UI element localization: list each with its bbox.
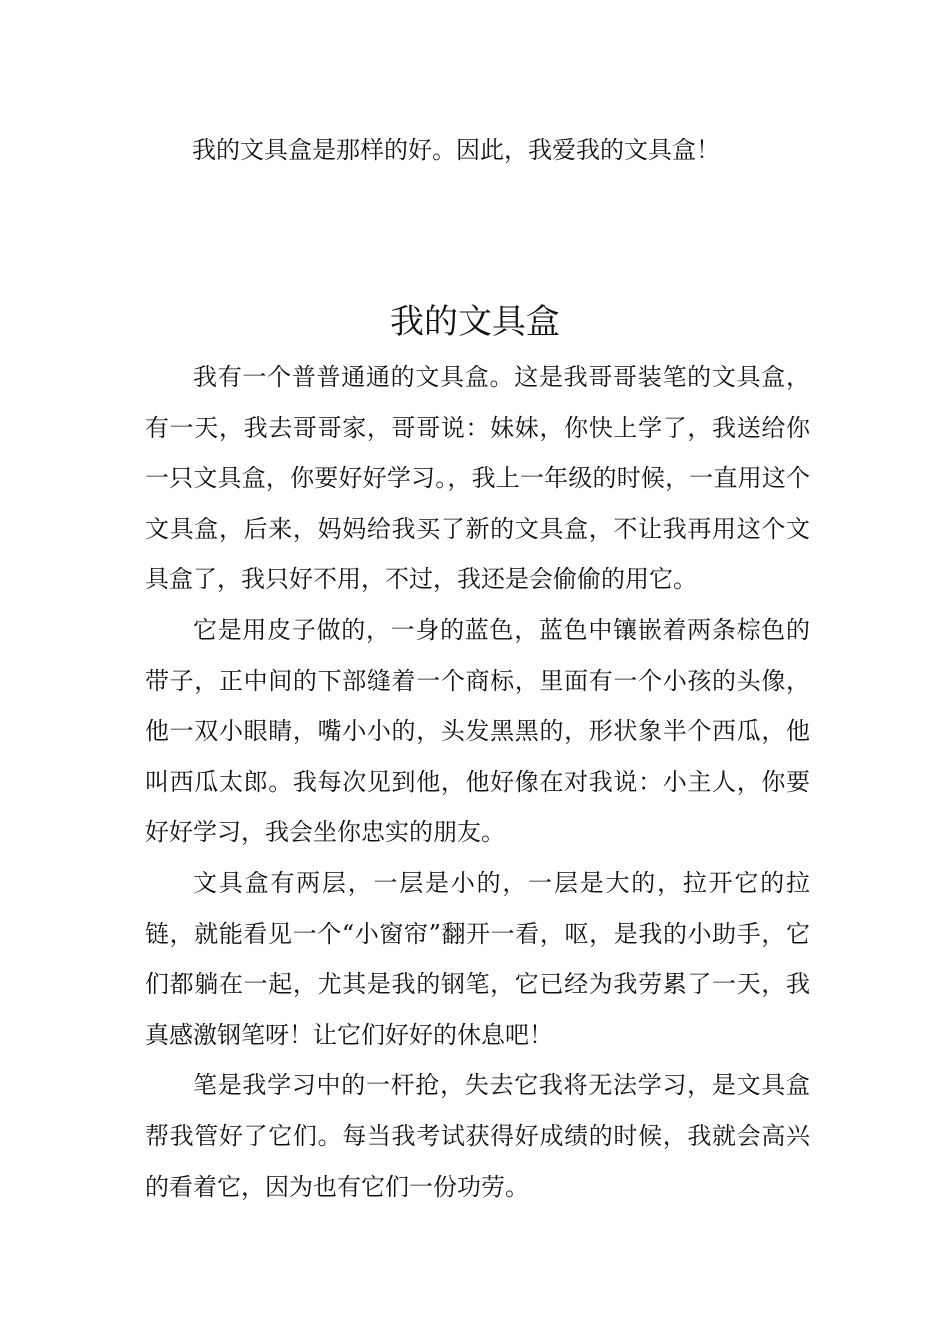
previous-page-closing-line: 我的文具盒是那样的好。因此，我爱我的文具盒！ bbox=[192, 136, 720, 164]
essay-body bbox=[145, 352, 810, 1212]
essay-title: 我的文具盒 bbox=[390, 302, 560, 342]
essay-paragraph-3: 文具盒有两层，一层是小的，一层是大的，拉开它的拉链，就能看见一个“小窗帘”翻开一看，呕，是我的小助手，它们都躺在一起，尤其是我的钢笔，它已经为我劳累了一天，我真感激钢笔呀！让它们好好的休息吧！ bbox=[145, 868, 810, 1049]
essay-paragraph-4: 笔是我学习中的一杆抢，失去它我将无法学习，是文具盒帮我管好了它们。每当我考试获得好成绩的时候，我就会高兴的看着它，因为也有它们一份功劳。 bbox=[145, 1071, 810, 1201]
essay-paragraph-2: 它是用皮子做的，一身的蓝色，蓝色中镶嵌着两条棕色的带子，正中间的下部缝着一个商标，里面有一个小孩的头像，他一双小眼睛，嘴小小的，头发黑黑的，形状象半个西瓜，他叫西瓜太郎。我每次见到他，他好像在对我说：小主人，你要好好学习，我会坐你忠实的朋友。 bbox=[145, 615, 810, 847]
essay-paragraph-1: 我有一个普普通通的文具盒。这是我哥哥装笔的文具盒，有一天，我去哥哥家，哥哥说：妹妹，你快上学了，我送给你一只文具盒，你要好好学习。，我上一年级的时候，一直用这个文具盒，后来，妈妈给我买了新的文具盒，不让我再用这个文具盒了，我只好不用，不过，我还是会偷偷的用它。 bbox=[145, 363, 810, 594]
